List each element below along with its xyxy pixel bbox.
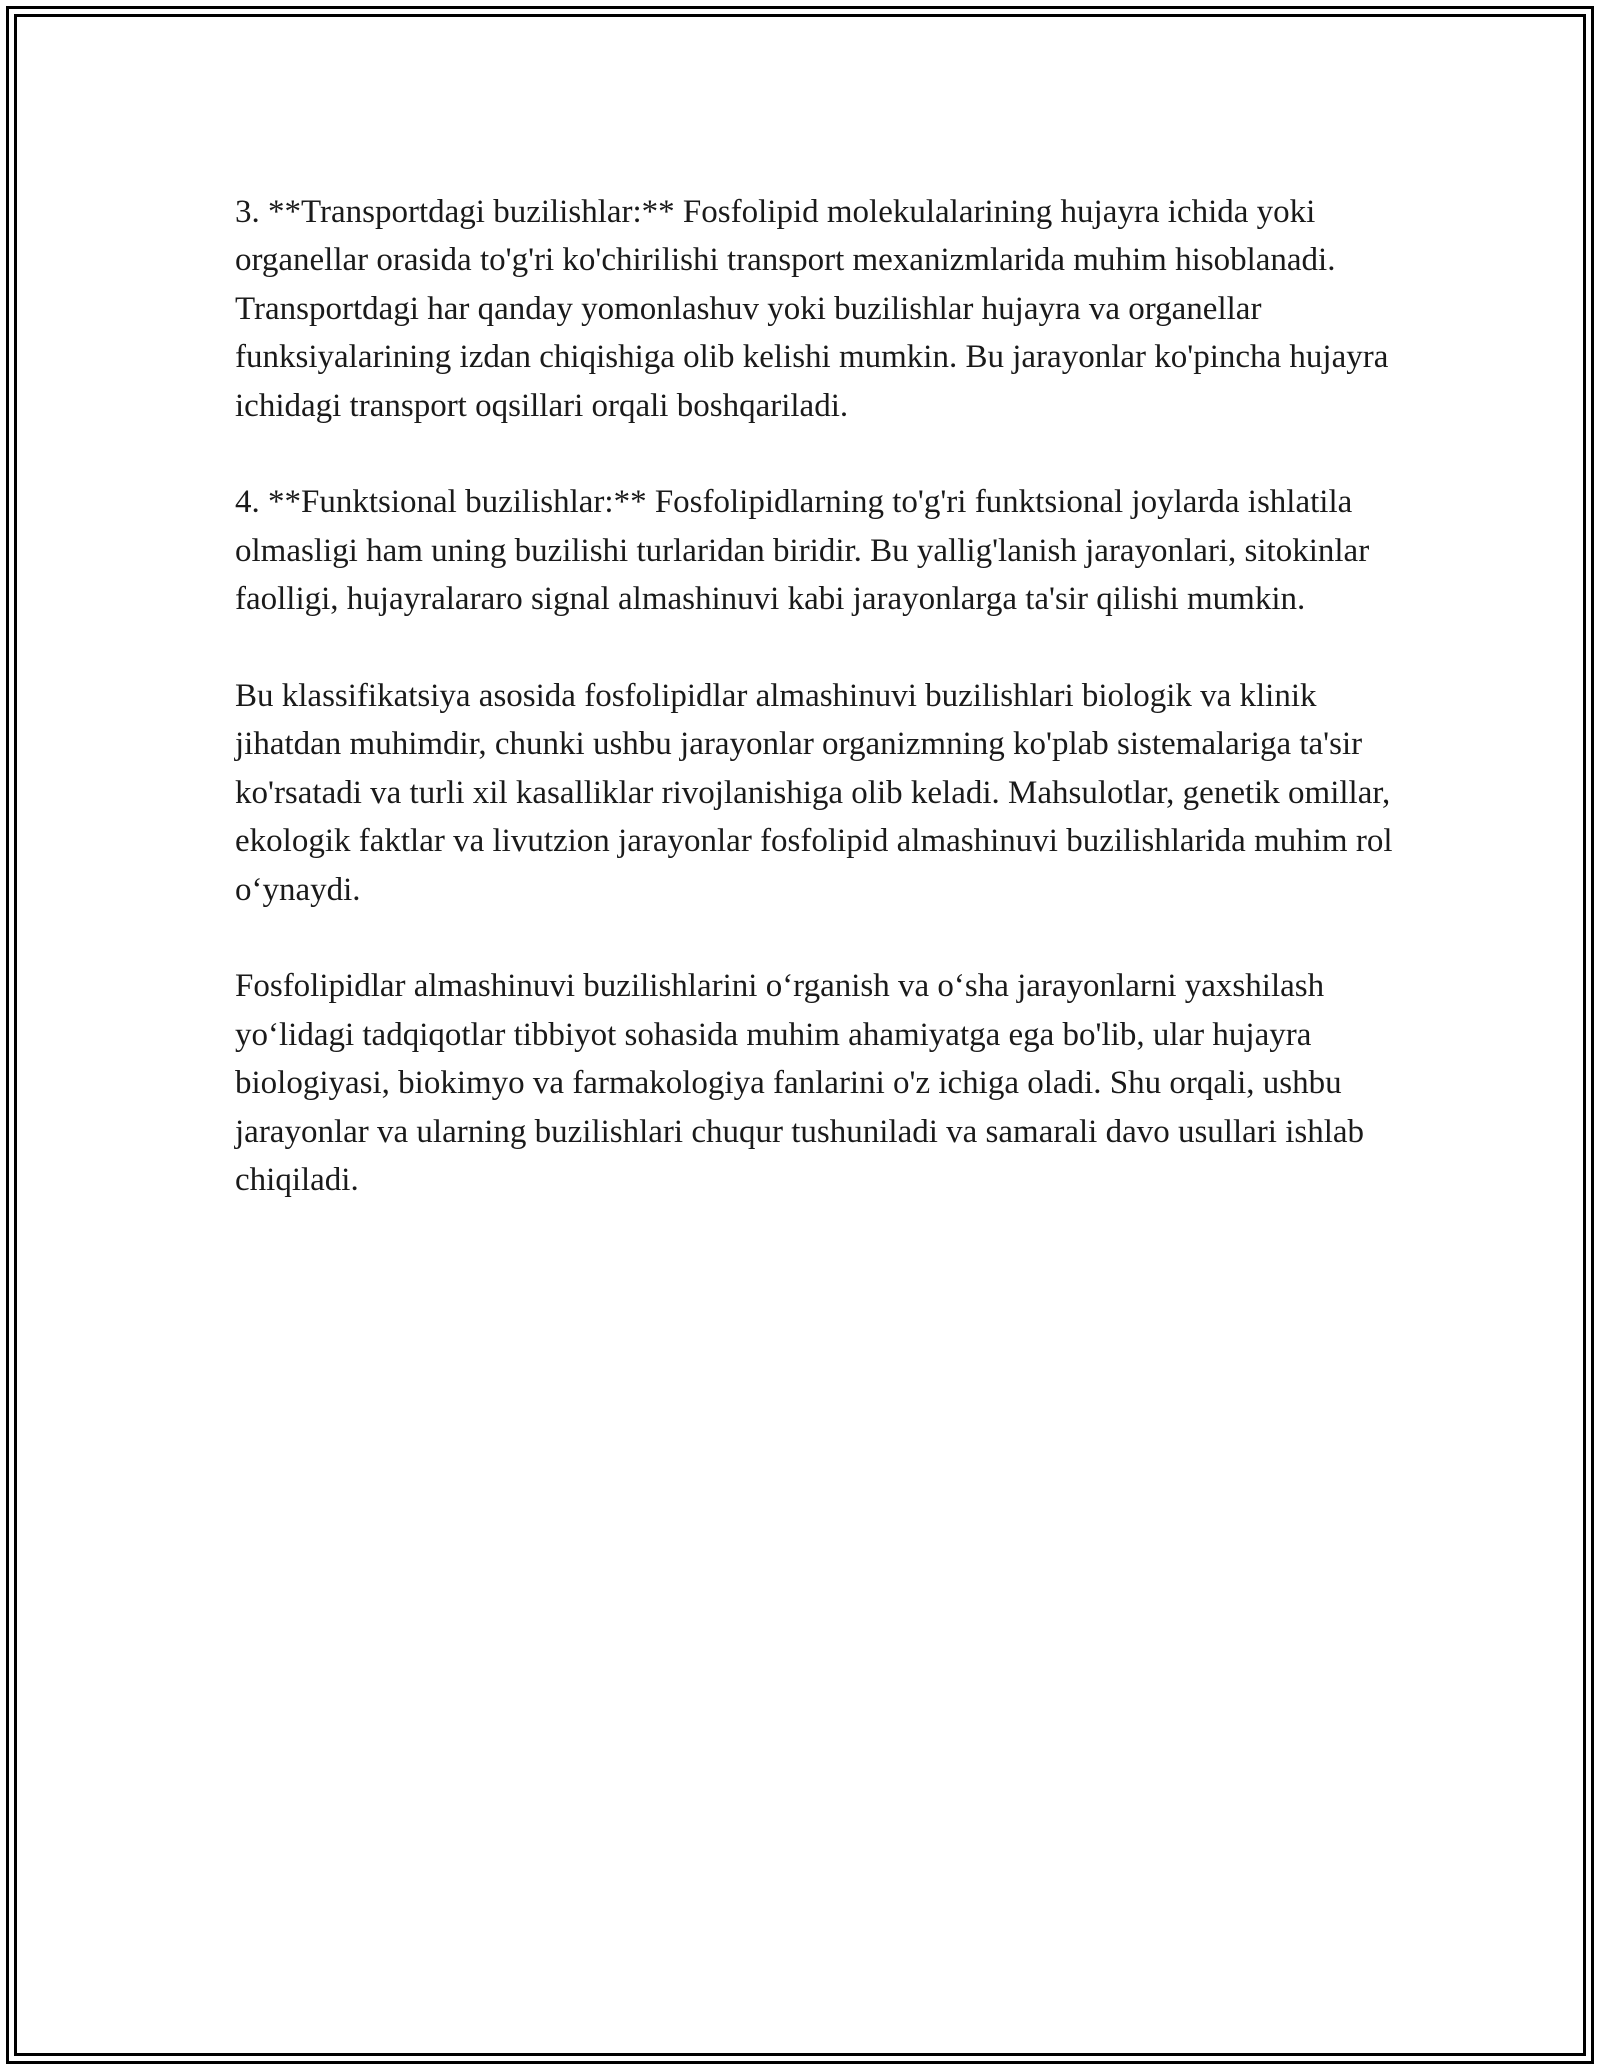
- paragraph-functional-disorders: 4. **Funktsional buzilishlar:** Fosfolipidlarning to'g'ri funktsional joylarda ishlatila olmasligi ham uning buzilishi turlaridan biridir. Bu yallig'lanish jarayonlari, sitokinlar faolligi, hujayralararo signal almashinuvi kabi jarayonlarga ta'sir qilishi mumkin.: [235, 484, 1370, 618]
- document-body: [235, 188, 1395, 1253]
- paragraph-classification-significance: Bu klassifikatsiya asosida fosfolipidlar almashinuvi buzilishlari biologik va klinik jihatdan muhimdir, chunki ushbu jarayonlar organizmning ko'plab sistemalariga ta'sir ko'rsatadi va turli xil kasalliklar rivojlanishiga olib keladi. Mahsulotlar, genetik omillar, ekologik faktlar va livutzion jarayonlar fosfolipid almashinuvi buzilishlarida muhim rol o‘ynaydi.: [235, 678, 1393, 908]
- paragraph-research-conclusion: Fosfolipidlar almashinuvi buzilishlarini o‘rganish va o‘sha jarayonlarni yaxshilash yo‘lidagi tadqiqotlar tibbiyot sohasida muhim ahamiyatga ega bo'lib, ular hujayra biologiyasi, biokimyo va farmakologiya fanlarini o'z ichiga oladi. Shu orqali, ushbu jarayonlar va ularning buzilishlari chuqur tushuniladi va samarali davo usullari ishlab chiqiladi.: [235, 968, 1365, 1199]
- paragraph-transport-disorders: 3. **Transportdagi buzilishlar:** Fosfolipid molekulalarining hujayra ichida yoki organellar orasida to'g'ri ko'chirilishi transport mexanizmlarida muhim hisoblanadi. Transportdagi har qanday yomonlashuv yoki buzilishlar hujayra va organellar funksiyalarining izdan chiqishiga olib kelishi mumkin. Bu jarayonlar ko'pincha hujayra ichidagi transport oqsillari orqali boshqariladi.: [235, 194, 1389, 424]
